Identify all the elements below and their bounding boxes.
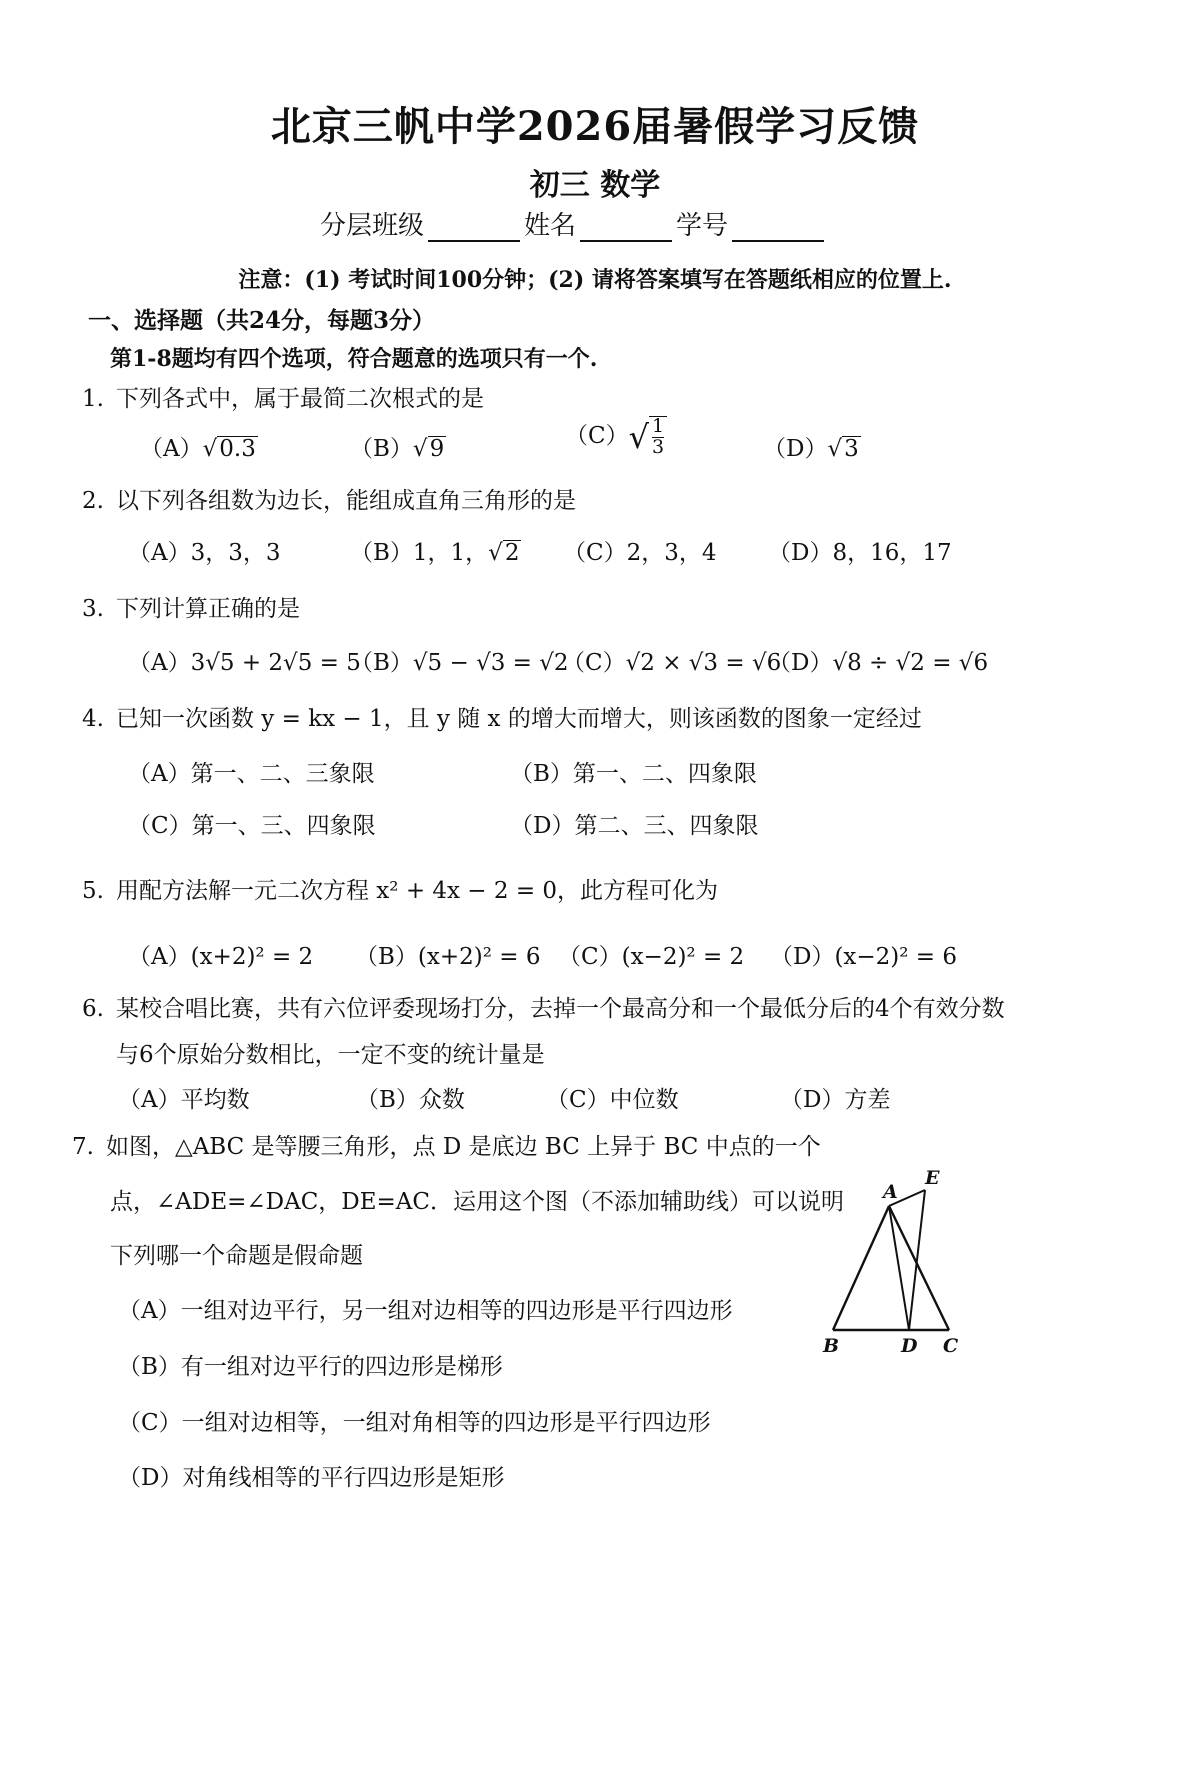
- section-instruction: 第1-8题均有四个选项，符合题意的选项只有一个.: [110, 346, 598, 372]
- q1-option-b[interactable]: （B）√9: [350, 436, 445, 462]
- q6-option-b[interactable]: （B）众数: [356, 1087, 465, 1113]
- question-number: 3.: [82, 596, 104, 622]
- name-blank[interactable]: [580, 214, 672, 242]
- label-c: C: [943, 1335, 959, 1357]
- id-label: 学号: [676, 211, 729, 241]
- q4-option-a[interactable]: （A）第一、二、三象限: [128, 761, 375, 787]
- q1-option-c[interactable]: （C）√ $\frac{1}{3}$: [565, 416, 667, 458]
- q2-option-c[interactable]: （C）2，3，4: [563, 540, 717, 566]
- id-blank[interactable]: [732, 214, 824, 242]
- q6-option-a[interactable]: （A）平均数: [118, 1087, 250, 1113]
- option-label: （B）: [350, 436, 413, 462]
- question-number: 1.: [82, 386, 104, 412]
- question-number: 2.: [82, 488, 104, 514]
- option-value: 9: [429, 436, 445, 462]
- q2-option-b[interactable]: （B）1，1，√2: [350, 540, 520, 566]
- option-value: 0.3: [219, 436, 256, 462]
- question-number: 6.: [82, 996, 104, 1022]
- q6-option-c[interactable]: （C）中位数: [546, 1087, 679, 1113]
- question-number: 7.: [72, 1134, 94, 1160]
- question-stem: 已知一次函数 y = kx − 1，且 y 随 x 的增大而增大，则该函数的图象一定经过: [116, 706, 922, 732]
- q7-option-b[interactable]: （B）有一组对边平行的四边形是梯形: [118, 1354, 503, 1380]
- option-label: （A）: [140, 436, 203, 462]
- label-a: A: [883, 1181, 898, 1203]
- q6-option-d[interactable]: （D）方差: [780, 1087, 891, 1113]
- label-b: B: [823, 1335, 840, 1357]
- side-ab: [833, 1206, 889, 1330]
- q2-option-d[interactable]: （D）8，16，17: [768, 540, 952, 566]
- section-title: 一、选择题（共24分，每题3分）: [88, 307, 436, 334]
- q3-option-c[interactable]: （C）√2 × √3 = √6: [562, 650, 782, 676]
- q2-option-a[interactable]: （A）3，3，3: [128, 540, 281, 566]
- student-info-line: [320, 205, 828, 242]
- page-subtitle: 初三 数学: [529, 168, 661, 203]
- question-stem-line1: 某校合唱比赛，共有六位评委现场打分，去掉一个最高分和一个最低分后的4个有效分数: [116, 996, 1005, 1022]
- class-blank[interactable]: [428, 214, 520, 242]
- triangle-figure: [815, 1160, 975, 1360]
- label-e: E: [925, 1167, 940, 1189]
- question-stem: 下列各式中，属于最简二次根式的是: [116, 386, 484, 412]
- q3-option-b[interactable]: （B）√5 − √3 = √2: [350, 650, 569, 676]
- fraction-numerator: 1: [652, 415, 665, 437]
- question-6: [82, 990, 1005, 1023]
- q3-option-d[interactable]: （D）√8 ÷ √2 = √6: [768, 650, 989, 676]
- segment-de: [909, 1190, 925, 1330]
- q7-option-d[interactable]: （D）对角线相等的平行四边形是矩形: [118, 1465, 505, 1491]
- question-7: [72, 1128, 821, 1161]
- q5-option-c[interactable]: （C）(x−2)² = 2: [558, 944, 745, 970]
- name-label: 姓名: [524, 211, 577, 241]
- q4-option-d[interactable]: （D）第二、三、四象限: [510, 813, 759, 839]
- page-title: 北京三帆中学2026届暑假学习反馈: [270, 103, 920, 150]
- option-label: （B）1，1，: [350, 540, 489, 566]
- question-stem: 下列计算正确的是: [116, 596, 300, 622]
- q3-option-a[interactable]: （A）3√5 + 2√5 = 5: [128, 650, 361, 676]
- option-label: （C）: [565, 422, 629, 449]
- q7-option-c[interactable]: （C）一组对边相等，一组对角相等的四边形是平行四边形: [118, 1410, 711, 1436]
- question-7-line3: 下列哪一个命题是假命题: [110, 1243, 363, 1269]
- fraction-denominator: 3: [652, 435, 665, 458]
- q1-option-a[interactable]: （A）√0.3: [140, 436, 256, 462]
- option-fraction: [649, 416, 667, 458]
- q4-option-b[interactable]: （B）第一、二、四象限: [510, 761, 757, 787]
- question-stem: 用配方法解一元二次方程 x² + 4x − 2 = 0，此方程可化为: [116, 878, 719, 904]
- question-number: 4.: [82, 706, 104, 732]
- q4-option-c[interactable]: （C）第一、三、四象限: [128, 813, 376, 839]
- option-value: 2: [504, 540, 520, 566]
- question-7-line2: 点，∠ADE=∠DAC，DE=AC．运用这个图（不添加辅助线）可以说明: [110, 1189, 845, 1215]
- label-d: D: [901, 1335, 918, 1357]
- question-number: 5.: [82, 878, 104, 904]
- q7-option-a[interactable]: （A）一组对边平行，另一组对边相等的四边形是平行四边形: [118, 1298, 733, 1324]
- question-5: [82, 872, 718, 905]
- option-value: 3: [844, 436, 859, 462]
- option-label: （D）: [763, 436, 828, 462]
- q5-option-b[interactable]: （B）(x+2)² = 6: [355, 944, 541, 970]
- question-2: [82, 482, 576, 515]
- question-6-line2: 与6个原始分数相比，一定不变的统计量是: [116, 1042, 545, 1068]
- question-stem: 以下列各组数为边长，能组成直角三角形的是: [116, 488, 576, 514]
- question-4: [82, 700, 922, 733]
- question-stem-line1: 如图，△ABC 是等腰三角形，点 D 是底边 BC 上异于 BC 中点的一个: [106, 1134, 821, 1160]
- question-1: [82, 380, 484, 413]
- exam-notice: 注意：(1) 考试时间100分钟；(2) 请将答案填写在答题纸相应的位置上.: [238, 267, 952, 293]
- q5-option-a[interactable]: （A）(x+2)² = 2: [128, 944, 314, 970]
- class-label: 分层班级: [320, 211, 425, 241]
- question-3: [82, 590, 300, 623]
- q1-option-d[interactable]: （D）√3: [763, 436, 859, 462]
- q5-option-d[interactable]: （D）(x−2)² = 6: [770, 944, 958, 970]
